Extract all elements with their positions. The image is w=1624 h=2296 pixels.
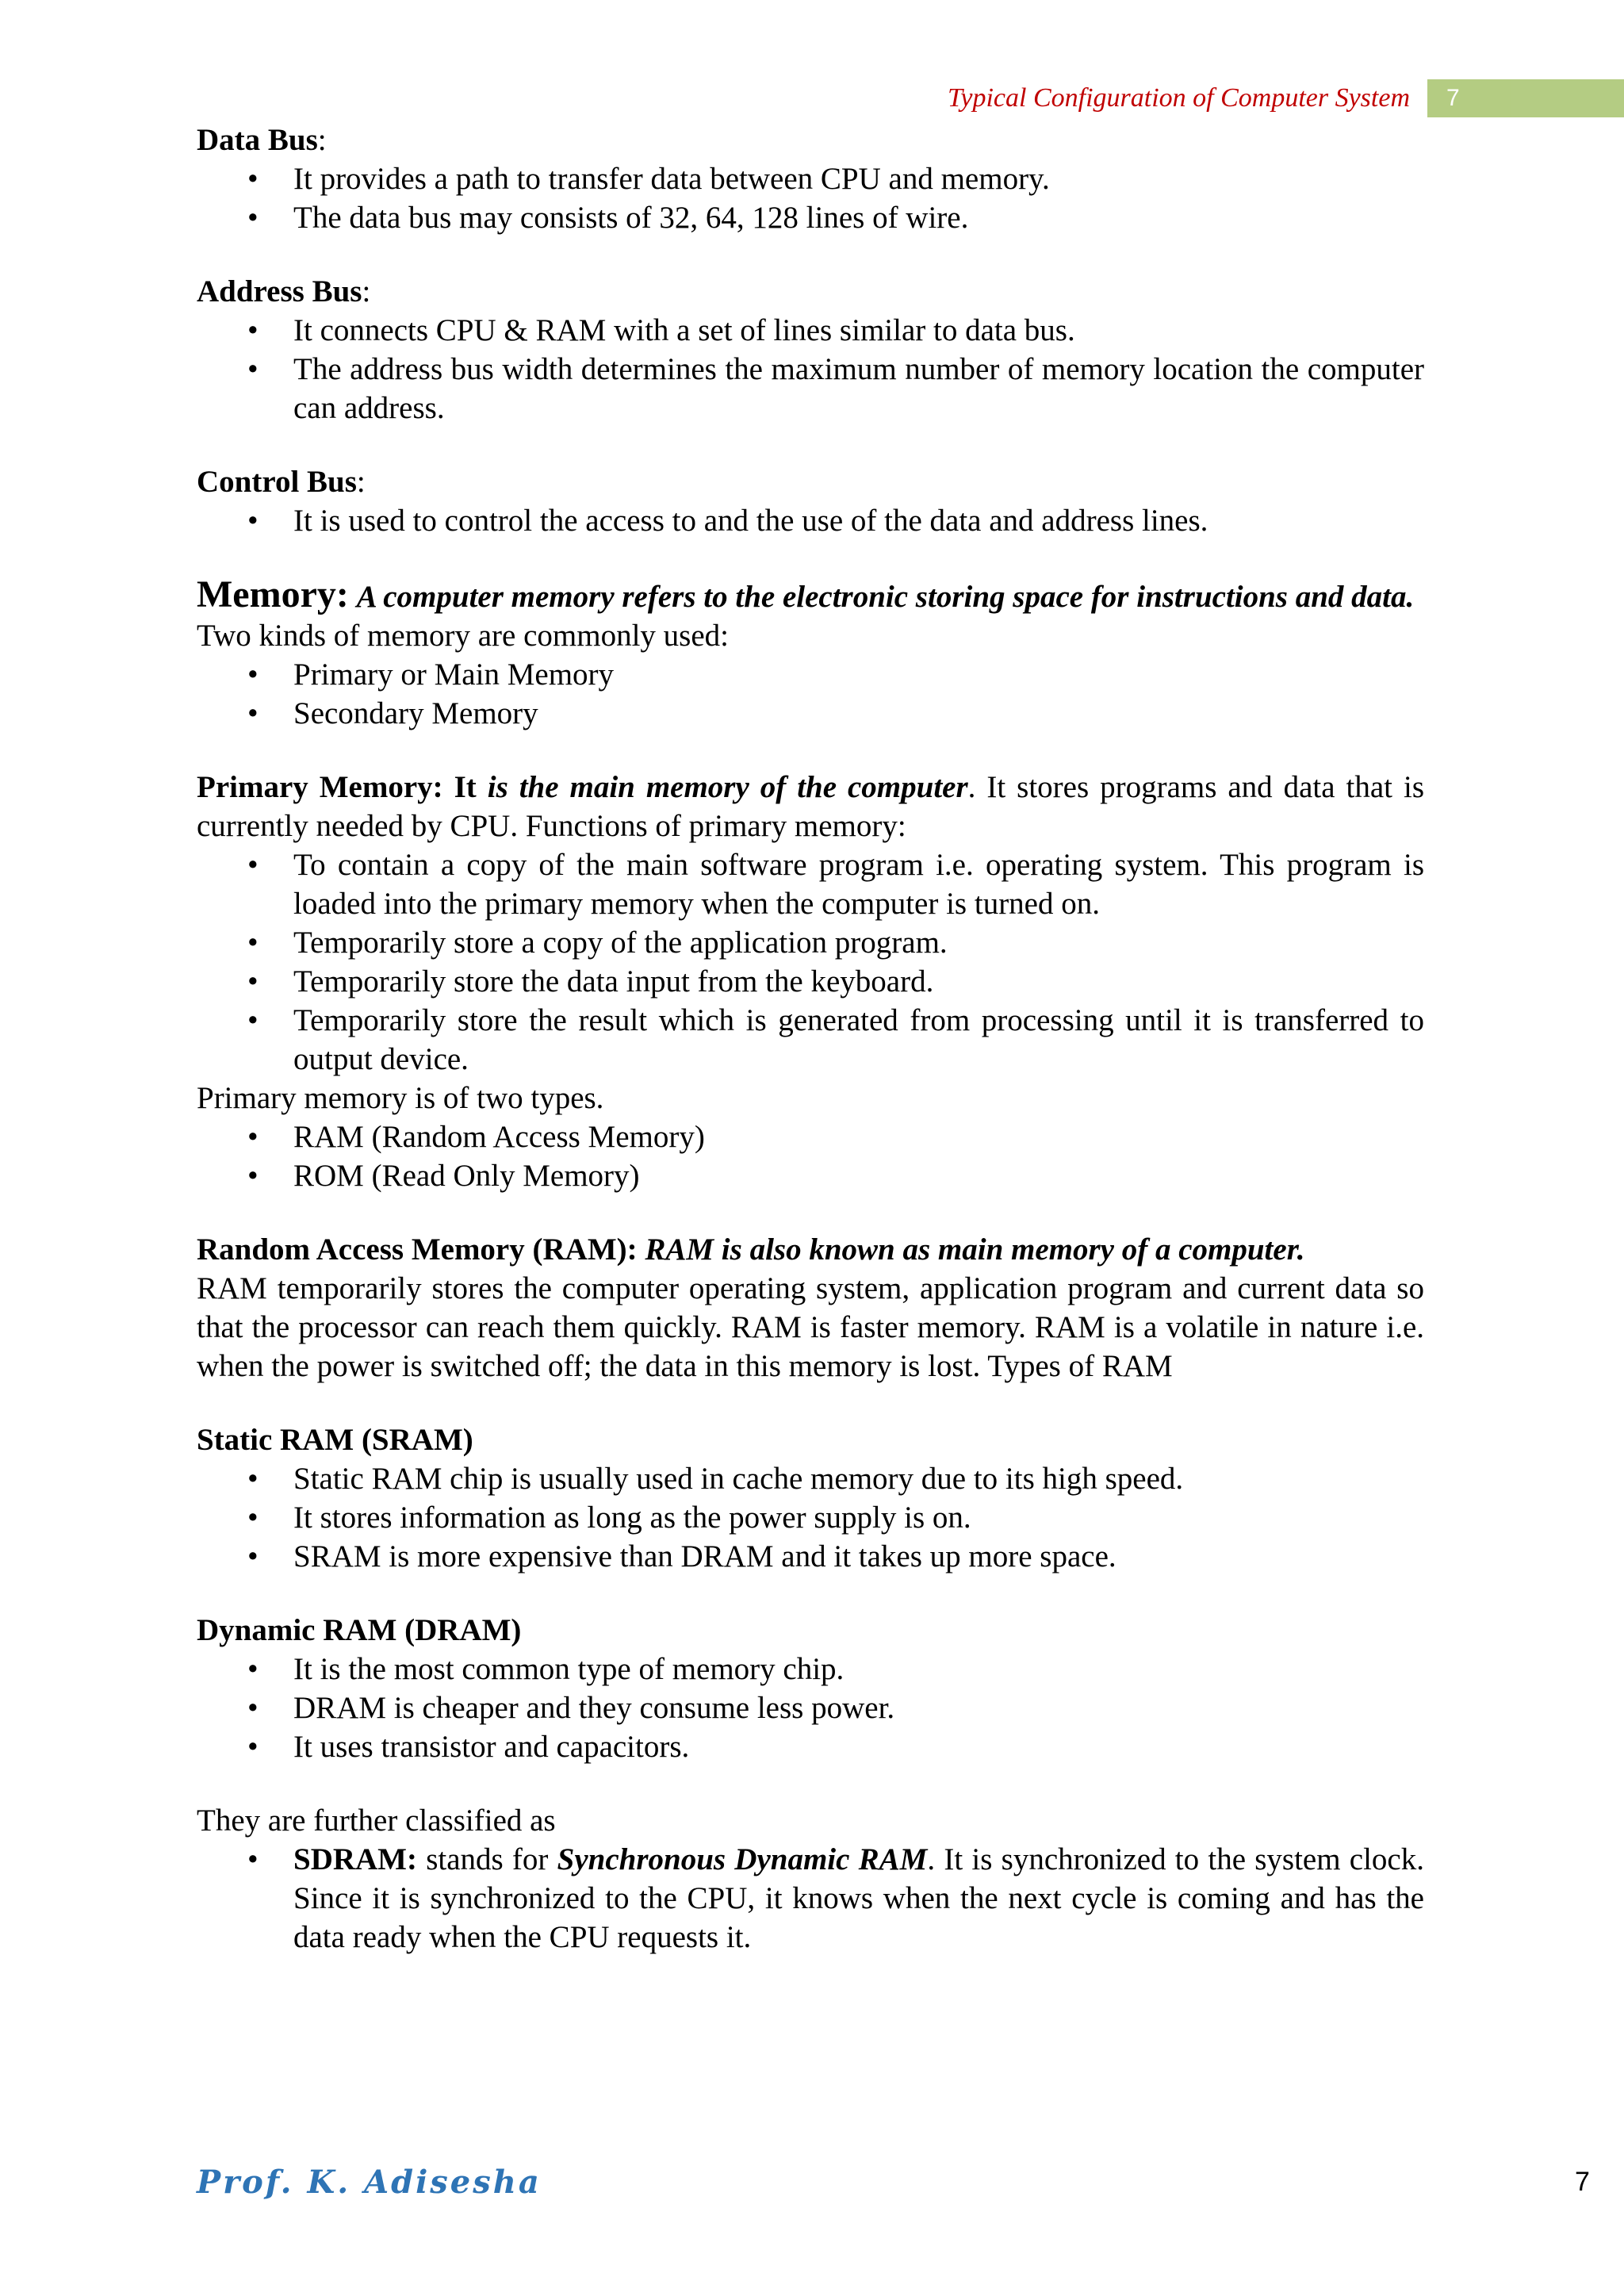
control-bus-heading: Control Bus (197, 465, 357, 499)
list-item: • The data bus may consists of 32, 64, 128 lines of wire. (197, 198, 1424, 237)
memory-definition: A computer memory refers to the electronic storing space for instructions and data. (356, 580, 1415, 614)
data-bus-colon: : (317, 123, 327, 157)
section-control-bus (197, 462, 1424, 540)
section-ram (197, 1230, 1424, 1386)
page-header (0, 79, 1624, 117)
dram-heading: Dynamic RAM (DRAM) (197, 1613, 522, 1647)
list-item: • It stores information as long as the power supply is on. (197, 1498, 1424, 1537)
primary-memory-functions-list (197, 845, 1424, 1079)
sram-list (197, 1459, 1424, 1576)
list-item: • To contain a copy of the main software program i.e. operating system. This program is loaded into the primary memory when the computer is turned on. (197, 845, 1424, 923)
ram-paragraph: RAM temporarily stores the computer operating system, application program and current data so that the processor can reach them quickly. RAM is faster memory. RAM is a volatile in nature i.e. when the power is switched off; the data in this memory is lost. Types of RAM (197, 1271, 1424, 1383)
footer-page-number: 7 (1575, 2167, 1590, 2197)
memory-definition-line (197, 575, 1424, 616)
section-sram (197, 1420, 1424, 1576)
list-item: • RAM (Random Access Memory) (197, 1117, 1424, 1156)
address-bus-heading-line (197, 272, 1424, 311)
section-classified (197, 1801, 1424, 1957)
ram-heading-line (197, 1230, 1424, 1269)
section-address-bus (197, 272, 1424, 427)
address-bus-heading: Address Bus (197, 274, 362, 309)
header-page-number: 7 (1446, 85, 1460, 111)
memory-heading: Memory: (197, 573, 349, 615)
list-item-sdram (197, 1840, 1424, 1957)
ram-heading: Random Access Memory (RAM): (197, 1232, 638, 1267)
list-item: • It is used to control the access to and the use of the data and address lines. (197, 501, 1424, 540)
header-page-box (1427, 79, 1624, 117)
data-bus-heading: Data Bus (197, 123, 318, 157)
control-bus-heading-line (197, 462, 1424, 501)
list-item: • ROM (Read Only Memory) (197, 1156, 1424, 1195)
footer-author: Prof. K. Adisesha (197, 2164, 542, 2201)
list-item: • Temporarily store the result which is generated from processing until it is transferred to output device. (197, 1001, 1424, 1079)
list-item: • It is the most common type of memory chip. (197, 1650, 1424, 1688)
document-body (197, 121, 1424, 1957)
sdram-name: Synchronous Dynamic RAM (557, 1842, 928, 1876)
sdram-text: . It is synchronized to the system clock. Since it is synchronized to the CPU, it knows when the next cycle is coming and has the data ready when the CPU requests it. (293, 1842, 1424, 1954)
classified-intro: They are further classified as (197, 1803, 556, 1838)
primary-memory-types-list (197, 1117, 1424, 1195)
section-memory (197, 575, 1424, 733)
list-item: • Static RAM chip is usually used in cache memory due to its high speed. (197, 1459, 1424, 1498)
sram-heading: Static RAM (SRAM) (197, 1423, 473, 1457)
primary-memory-definition: is the main memory of the computer (487, 770, 968, 804)
data-bus-list (197, 159, 1424, 237)
primary-memory-heading: Primary Memory: It (197, 770, 477, 804)
list-item: • It uses transistor and capacitors. (197, 1727, 1424, 1766)
section-primary-memory (197, 768, 1424, 1195)
list-item: • Temporarily store a copy of the application program. (197, 923, 1424, 962)
list-item: • SRAM is more expensive than DRAM and it takes up more space. (197, 1537, 1424, 1576)
sdram-label: SDRAM: (293, 1842, 417, 1876)
ram-definition: RAM is also known as main memory of a computer. (645, 1232, 1305, 1267)
list-item: • Primary or Main Memory (197, 655, 1424, 694)
dram-list (197, 1650, 1424, 1766)
primary-memory-types-intro: Primary memory is of two types. (197, 1081, 604, 1115)
primary-memory-paragraph (197, 768, 1424, 845)
list-item: • DRAM is cheaper and they consume less power. (197, 1688, 1424, 1727)
section-dram (197, 1611, 1424, 1766)
list-item: • It provides a path to transfer data between CPU and memory. (197, 159, 1424, 198)
list-item: • Temporarily store the data input from the keyboard. (197, 962, 1424, 1001)
list-item: • It connects CPU & RAM with a set of lines similar to data bus. (197, 311, 1424, 350)
section-data-bus (197, 121, 1424, 237)
list-item: • The address bus width determines the maximum number of memory location the computer can address. (197, 350, 1424, 427)
list-item: • Secondary Memory (197, 694, 1424, 733)
memory-list (197, 655, 1424, 733)
classified-list (197, 1840, 1424, 1957)
data-bus-heading-line (197, 121, 1424, 159)
header-title: Typical Configuration of Computer System (947, 83, 1410, 113)
sdram-pre: stands for (416, 1842, 557, 1876)
memory-intro: Two kinds of memory are commonly used: (197, 619, 729, 653)
control-bus-list (197, 501, 1424, 540)
address-bus-colon: : (362, 274, 371, 309)
primary-memory-text: . It stores programs and data that is currently needed by CPU. Functions of primary memory: (197, 770, 1424, 843)
address-bus-list (197, 311, 1424, 427)
control-bus-colon: : (356, 465, 366, 499)
